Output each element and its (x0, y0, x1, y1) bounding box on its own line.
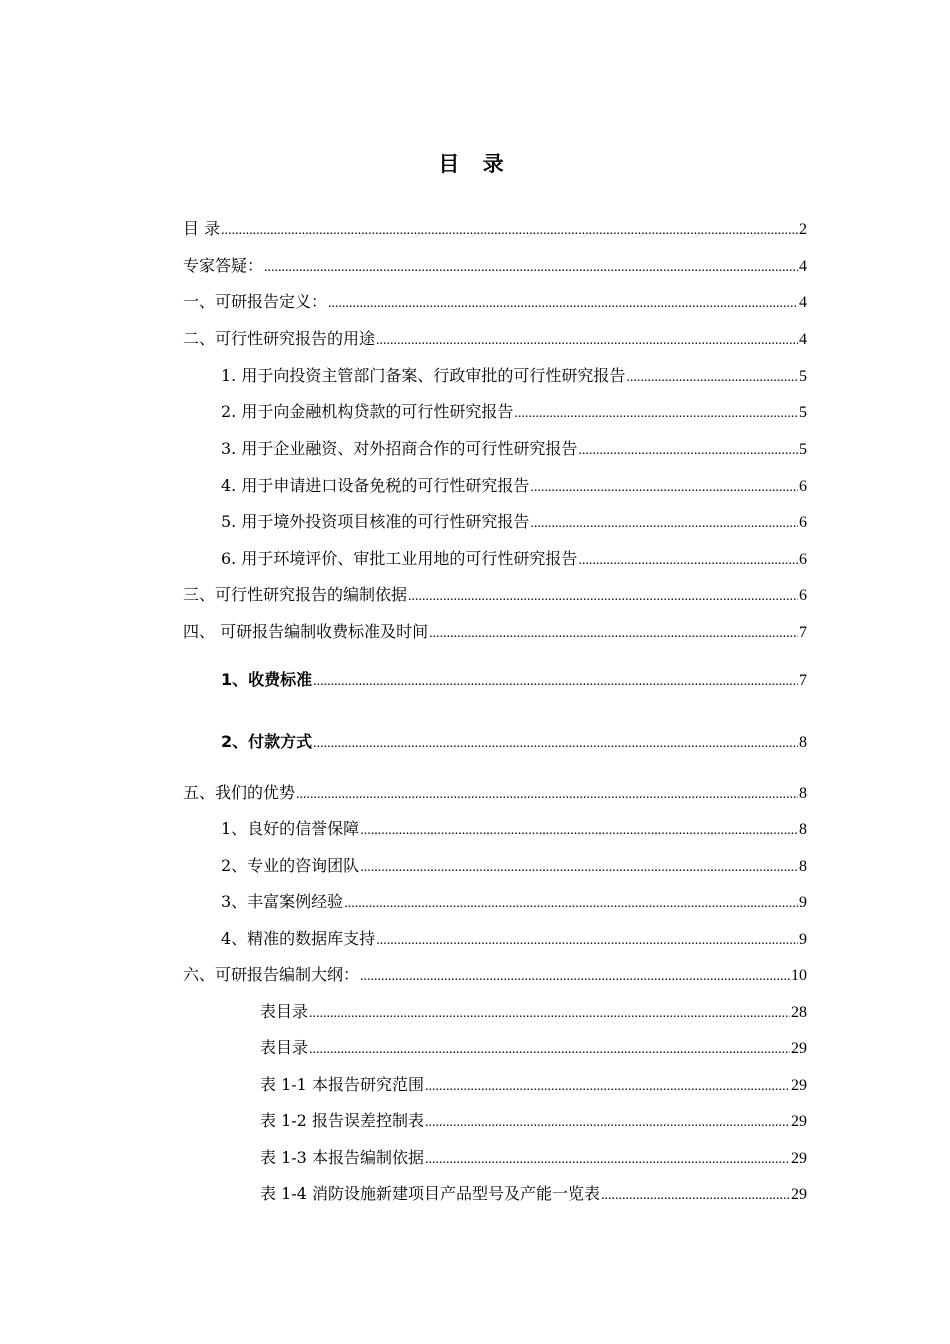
toc-entry-text: 4、精准的数据库支持 (221, 929, 376, 948)
toc-entry-text: 表 1-1 本报告研究范围 (260, 1075, 424, 1094)
toc-entry[interactable] (183, 254, 807, 278)
toc-entry[interactable] (221, 437, 807, 461)
page-title: 目 录 (438, 152, 512, 176)
dot-leader (309, 1000, 790, 1026)
dot-leader (296, 781, 798, 807)
toc-entry-text: 专家答疑： (183, 256, 264, 275)
dot-leader (309, 1036, 790, 1062)
toc-entry-page: 8 (799, 734, 807, 751)
toc-entry-text: 四、 可研报告编制收费标准及时间 (183, 622, 429, 641)
toc-entry-text: 表 1-4 消防设施新建项目产品型号及产能一览表 (260, 1184, 600, 1203)
dot-leader (360, 963, 790, 989)
toc-entry-page: 29 (791, 1040, 807, 1057)
toc-entry-page: 6 (799, 478, 807, 495)
dot-leader (425, 1109, 790, 1135)
toc-entry-page: 9 (799, 894, 807, 911)
toc-entry-text: 表目录 (260, 1002, 309, 1021)
toc-entry-text: 4. 用于申请进口设备免税的可行性研究报告 (221, 476, 530, 495)
toc-entry-text: 6. 用于环境评价、审批工业用地的可行性研究报告 (221, 549, 578, 568)
toc-entry[interactable] (221, 730, 807, 754)
toc-entry-page: 6 (799, 587, 807, 604)
toc-entry-text: 1、良好的信誉保障 (221, 819, 360, 838)
toc-entry[interactable] (260, 1182, 807, 1206)
dot-leader (530, 474, 798, 500)
toc-entry-text: 五、我们的优势 (183, 783, 296, 802)
dot-leader (425, 1146, 790, 1172)
toc-entry-text: 一、可研报告定义： (183, 292, 328, 311)
toc-entry-page: 7 (799, 672, 807, 689)
toc-entry-page: 29 (791, 1077, 807, 1094)
dot-leader (514, 400, 798, 426)
toc-entry-page: 5 (799, 404, 807, 421)
toc-entry-page: 4 (799, 331, 807, 348)
toc-entry-page: 8 (799, 821, 807, 838)
toc-entry[interactable] (260, 1000, 807, 1024)
toc-entry-text: 目 录 (183, 219, 221, 238)
dot-leader (376, 327, 798, 353)
toc-entry[interactable] (221, 400, 807, 424)
toc-entry-page: 2 (799, 221, 807, 238)
toc-entry[interactable] (183, 963, 807, 987)
toc-entry-page: 6 (799, 514, 807, 531)
toc-entry[interactable] (260, 1073, 807, 1097)
toc-entry[interactable] (221, 547, 807, 571)
dot-leader (578, 547, 798, 573)
toc-entry[interactable] (221, 927, 807, 951)
toc-entry-page: 4 (799, 258, 807, 275)
toc-entry-page: 5 (799, 441, 807, 458)
toc-entry-page: 29 (791, 1150, 807, 1167)
toc-entry-text: 三、可行性研究报告的编制依据 (183, 585, 408, 604)
toc-entry[interactable] (260, 1146, 807, 1170)
toc-entry-text: 二、可行性研究报告的用途 (183, 329, 376, 348)
toc-entry[interactable] (260, 1109, 807, 1133)
toc-entry-page: 10 (791, 967, 807, 984)
dot-leader (578, 437, 798, 463)
toc-entry[interactable] (221, 510, 807, 534)
toc-entry-text: 表 1-3 本报告编制依据 (260, 1148, 424, 1167)
toc-entry[interactable] (221, 817, 807, 841)
toc-entry-page: 8 (799, 858, 807, 875)
toc-entry-page: 29 (791, 1186, 807, 1203)
toc-entry-text: 1. 用于向投资主管部门备案、行政审批的可行性研究报告 (221, 366, 626, 385)
toc-entry[interactable] (183, 327, 807, 351)
dot-leader (429, 620, 798, 646)
toc-entry[interactable] (221, 854, 807, 878)
dot-leader (626, 364, 798, 390)
dot-leader (360, 817, 798, 843)
dot-leader (376, 927, 798, 953)
toc-entry[interactable] (183, 290, 807, 314)
toc-entry[interactable] (183, 620, 807, 644)
toc-entry[interactable] (221, 890, 807, 914)
toc-entry-text: 表 1-2 报告误差控制表 (260, 1111, 424, 1130)
toc-entry[interactable] (221, 668, 807, 692)
dot-leader (221, 217, 798, 243)
toc-entry[interactable] (221, 364, 807, 388)
dot-leader (601, 1182, 790, 1208)
toc-entry[interactable] (183, 583, 807, 607)
toc-entry[interactable] (221, 474, 807, 498)
dot-leader (313, 730, 798, 756)
toc-entry-page: 28 (791, 1004, 807, 1021)
dot-leader (530, 510, 798, 536)
toc-entry-page: 5 (799, 368, 807, 385)
toc-entry-page: 6 (799, 551, 807, 568)
dot-leader (344, 890, 798, 916)
toc-entry-text: 2. 用于向金融机构贷款的可行性研究报告 (221, 402, 514, 421)
toc-entry-page: 8 (799, 785, 807, 802)
dot-leader (360, 854, 798, 880)
dot-leader (425, 1073, 790, 1099)
toc-entry-text: 3、丰富案例经验 (221, 892, 344, 911)
dot-leader (328, 290, 798, 316)
toc-entry[interactable] (260, 1036, 807, 1060)
toc-entry[interactable] (183, 781, 807, 805)
toc-entry[interactable] (183, 217, 807, 241)
toc-entry-page: 4 (799, 294, 807, 311)
toc-entry-text: 2、付款方式 (221, 732, 313, 751)
toc-entry-page: 7 (799, 624, 807, 641)
toc-entry-page: 29 (791, 1113, 807, 1130)
toc-entry-text: 5. 用于境外投资项目核准的可行性研究报告 (221, 512, 530, 531)
toc-entry-text: 1、收费标准 (221, 670, 313, 689)
toc-entry-text: 2、专业的咨询团队 (221, 856, 360, 875)
dot-leader (264, 254, 798, 280)
toc-entry-page: 9 (799, 931, 807, 948)
dot-leader (408, 583, 798, 609)
toc-entry-text: 六、可研报告编制大纲： (183, 965, 360, 984)
dot-leader (313, 668, 798, 694)
toc-entry-text: 3. 用于企业融资、对外招商合作的可行性研究报告 (221, 439, 578, 458)
toc-entry-text: 表目录 (260, 1038, 309, 1057)
